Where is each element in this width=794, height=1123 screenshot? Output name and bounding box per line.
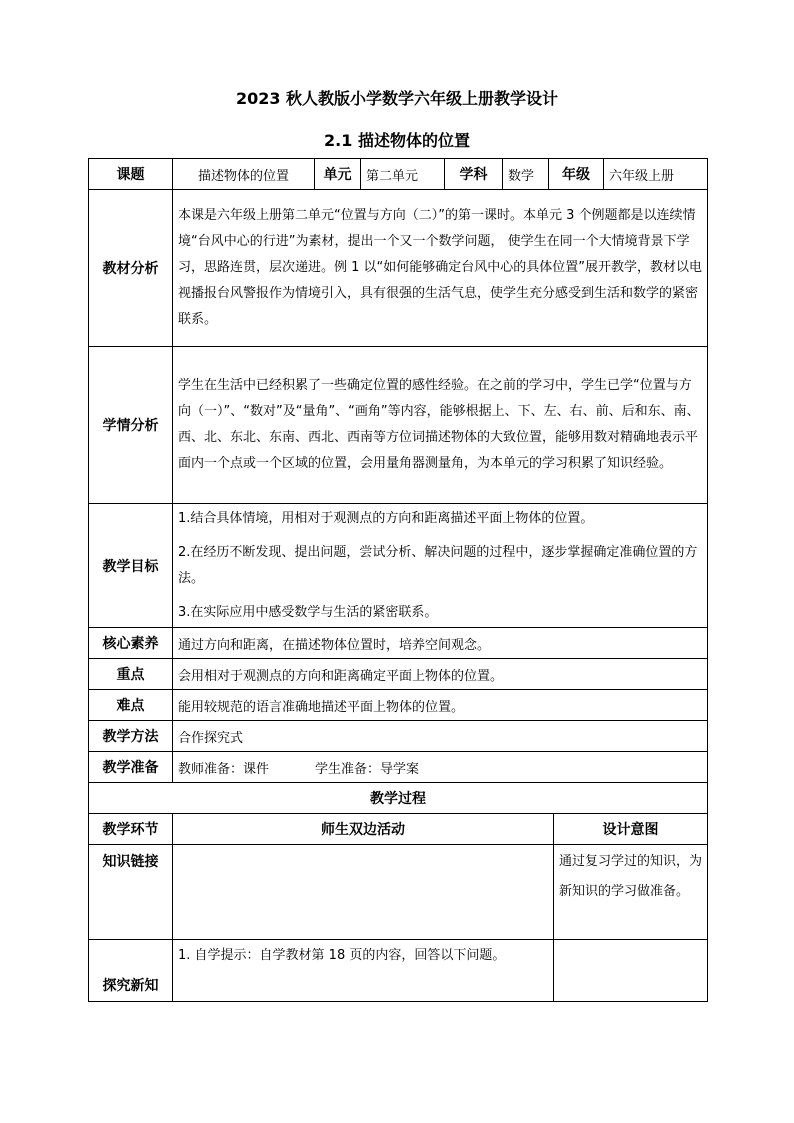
activity-column-header: 师生双边活动 (173, 814, 554, 845)
analysis-label: 教材分析 (89, 190, 173, 347)
process-header-row (89, 814, 708, 845)
table-row (89, 940, 708, 1002)
lesson-plan-table (88, 158, 708, 1002)
key-row (89, 659, 708, 690)
grade-value: 六年级上册 (604, 159, 708, 190)
literacy-row (89, 628, 708, 659)
intent-cell: 通过复习学过的知识，为新知识的学习做准备。 (554, 845, 708, 940)
table-row (89, 845, 708, 940)
stage-cell: 知识链接 (89, 845, 173, 940)
goals-list (173, 504, 708, 628)
literacy-label: 核心素养 (89, 628, 173, 659)
difficulty-text: 能用较规范的语言准确地描述平面上物体的位置。 (173, 690, 708, 721)
process-title-row (89, 783, 708, 814)
stage-column-header: 教学环节 (89, 814, 173, 845)
method-text: 合作探究式 (173, 721, 708, 752)
prep-text (173, 752, 708, 783)
subject-value: 数学 (503, 159, 549, 190)
prep-label: 教学准备 (89, 752, 173, 783)
goal-item: 2.在经历不断发现、提出问题，尝试分析、解决问题的过程中，逐步掌握确定准确位置的方法。 (178, 544, 698, 586)
learner-label: 学情分析 (89, 347, 173, 504)
learner-row (89, 347, 708, 504)
topic-label: 课题 (89, 159, 173, 190)
difficulty-row (89, 690, 708, 721)
document-title: 2023 秋人教版小学数学六年级上册教学设计 (235, 89, 559, 108)
analysis-text: 本课是六年级上册第二单元“位置与方向（二）”的第一课时。本单元 3 个例题都是以连续情境“台风中心的行进”为素材，提出一个又一个数学问题， 使学生在同一个大情境背景下学习，思路连贯，层次递进。例 1 以“如何能够确定台风中心的具体位置”展开教学，教材以电视播报台风警报作为情境引入，具有很强的生活气息，使学生充分感受到生活和数学的紧密联系。 (173, 190, 708, 347)
subject-label: 学科 (445, 159, 503, 190)
key-label: 重点 (89, 659, 173, 690)
goal-item: 1.结合具体情境，用相对于观测点的方向和距离描述平面上物体的位置。 (178, 510, 594, 526)
method-label: 教学方法 (89, 721, 173, 752)
learner-text: 学生在生活中已经积累了一些确定位置的感性经验。在之前的学习中，学生已学“位置与方向（一）”、“数对”及“量角”、“画角”等内容，能够根据上、下、左、右、前、后和东、南、西、北、东北、东南、西北、西南等方位词描述物体的大致位置，能够用数对精确地表示平面内一个点或一个区域的位置，会用量角器测量角，为本单元的学习积累了知识经验。 (173, 347, 708, 504)
intent-cell (554, 940, 708, 1002)
method-row (89, 721, 708, 752)
info-row (89, 159, 708, 190)
goal-item: 3.在实际应用中感受数学与生活的紧密联系。 (178, 604, 438, 620)
stage-cell: 探究新知 (89, 940, 173, 1002)
lesson-title: 2.1 描述物体的位置 (324, 131, 470, 150)
key-text: 会用相对于观测点的方向和距离确定平面上物体的位置。 (173, 659, 708, 690)
unit-value: 第二单元 (361, 159, 445, 190)
intent-column-header: 设计意图 (554, 814, 708, 845)
difficulty-label: 难点 (89, 690, 173, 721)
process-title: 教学过程 (89, 783, 708, 814)
unit-label: 单元 (315, 159, 361, 190)
grade-label: 年级 (549, 159, 604, 190)
analysis-row (89, 190, 708, 347)
activity-cell (173, 845, 554, 940)
goals-label: 教学目标 (89, 504, 173, 628)
goals-row (89, 504, 708, 628)
prep-row (89, 752, 708, 783)
activity-cell: 1. 自学提示：自学教材第 18 页的内容，回答以下问题。 (173, 940, 554, 1002)
teacher-prep: 教师准备：课件 (178, 761, 270, 777)
literacy-text: 通过方向和距离，在描述物体位置时，培养空间观念。 (173, 628, 708, 659)
student-prep: 学生准备：导学案 (315, 761, 420, 777)
topic-value: 描述物体的位置 (173, 159, 315, 190)
